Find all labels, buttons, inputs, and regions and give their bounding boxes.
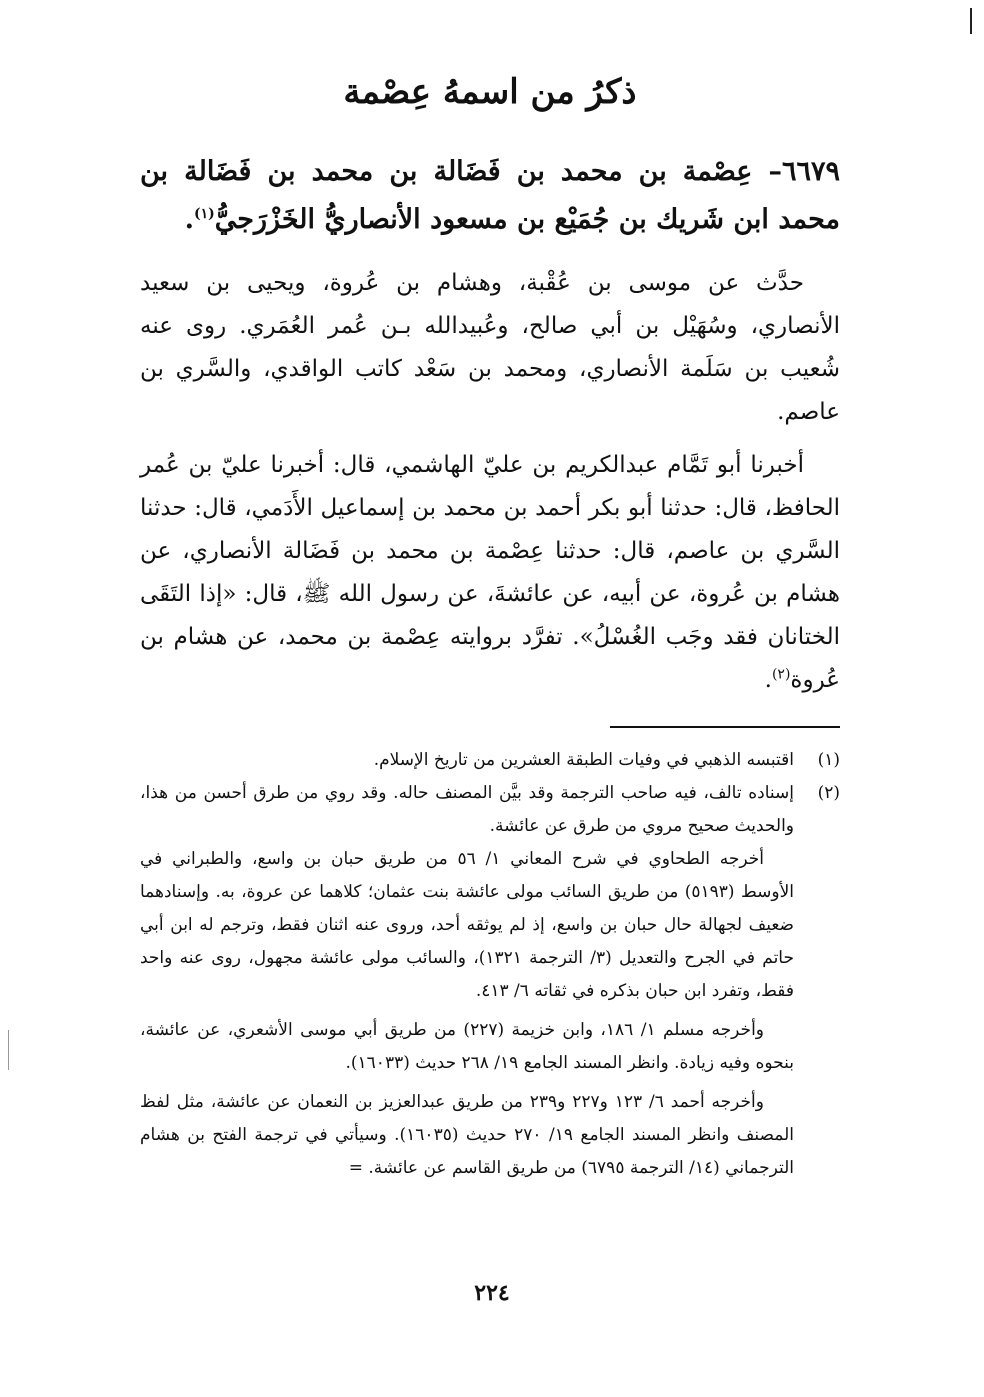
paragraph-hadith-end: .	[764, 667, 772, 694]
footnote-text: اقتبسه الذهبي في وفيات الطبقة العشرين من تاريخ الإسلام.	[373, 750, 794, 771]
footnote-2-paragraph: وأخرجه أحمد ٦/ ١٢٣ و٢٢٧ و٢٣٩ من طريق عبدالعزيز بن النعمان عن عائشة، مثل لفظ المصنف وانظر المسند الجامع ١٩/ ٢٧٠ حديث (١٦٠٣٥). وسيأتي في ترجمة الفتح بن هشام الترجماني (١٤/ الترجمة ٦٧٩٥) من طريق القاسم عن عائشة. =	[140, 1092, 794, 1179]
chapter-title: ذكرُ من اسمهُ عِصْمة	[343, 72, 637, 112]
footnote-ref-2[interactable]: (٢)	[771, 666, 791, 683]
scan-edge-mark-left	[8, 1030, 9, 1070]
entry-heading	[140, 148, 840, 244]
footnote-2-paragraph: أخرجه الطحاوي في شرح المعاني ١/ ٥٦ من طريق حبان بن واسع، والطبراني في الأوسط (٥١٩٣) من طريق السائب مولى عائشة بنت عثمان؛ كلاهما عن عروة، به. وإسنادهما ضعيف لجهالة حال حبان بن واسع، إذ لم يوثقه أحد، وروى عنه اثنان فقط، وترجم له ابن أبي حاتم في الجرح والتعديل (٣/ الترجمة ١٣٢١)، والسائب مولى عائشة مجهول، روى عنه واحد فقط، وتفرد ابن حبان بذكره في ثقاته ٦/ ٤١٣.	[140, 849, 794, 1002]
scan-edge-mark	[970, 8, 972, 34]
footnote-2	[140, 777, 840, 843]
footnote-2-paragraph: وأخرجه مسلم ١/ ١٨٦، وابن خزيمة (٢٢٧) من طريق أبي موسى الأشعري، عن عائشة، بنحوه وفيه زيادة. وانظر المسند الجامع ١٩/ ٢٦٨ حديث (١٦٠٣٣).	[140, 1020, 794, 1074]
paragraph-hadith	[140, 444, 840, 702]
footnotes	[140, 744, 840, 1185]
entry-heading-text: – عِصْمة بن محمد بن فَضَالة بن محمد بن فَضَالة بن محمد ابن شَريك بن جُمَيْع بن مسعود الأنصاريُّ الخَزْرَجيُّ	[140, 156, 840, 236]
paragraph-narrators: حدَّث عن موسى بن عُقْبة، وهشام بن عُروة، ويحيى بن سعيد الأنصاري، وسُهَيْل بن أبي صالح، وعُبيدالله بـن عُمر العُمَري. روى عنه شُعيب بن سَلَمة الأنصاري، ومحمد بن سَعْد كاتب الواقدي، والسَّري بن عاصم.	[140, 270, 840, 426]
footnote-1	[140, 744, 840, 777]
footnote-text: إسناده تالف، فيه صاحب الترجمة وقد بيَّن المصنف حاله. وقد روي من طرق أحسن من هذا، والحديث صحيح مروي من طرق عن عائشة.	[140, 783, 794, 837]
footnote-ref-1[interactable]: (١)	[193, 206, 215, 223]
footnote-separator	[610, 726, 840, 728]
paragraph-hadith-text: أخبرنا أبو تَمَّام عبدالكريم بن عليّ الهاشمي، قال: أخبرنا عليّ بن عُمر الحافظ، قال: حدثنا أبو بكر أحمد بن محمد بن إسماعيل الأَدَمي، قال: حدثنا السَّري بن عاصم، قال: حدثنا عِصْمة بن محمد بن فَضَالة الأنصاري، عن هشام بن عُروة، عن أبيه، عن عائشةَ، عن رسول الله ﷺ، قال: «إذا التَقَى الختانان فقد وجَب الغُسْلُ». تفرَّد بروايته عِصْمة بن محمد، عن هشام بن عُروة	[140, 452, 840, 694]
footnote-number: (١)	[817, 750, 840, 771]
entry-heading-end: .	[184, 204, 194, 236]
entry-number: ٦٦٧٩	[781, 156, 840, 188]
page-number: ٢٢٤	[474, 1280, 510, 1306]
page-body	[140, 60, 840, 1191]
footnote-number: (٢)	[817, 783, 840, 804]
